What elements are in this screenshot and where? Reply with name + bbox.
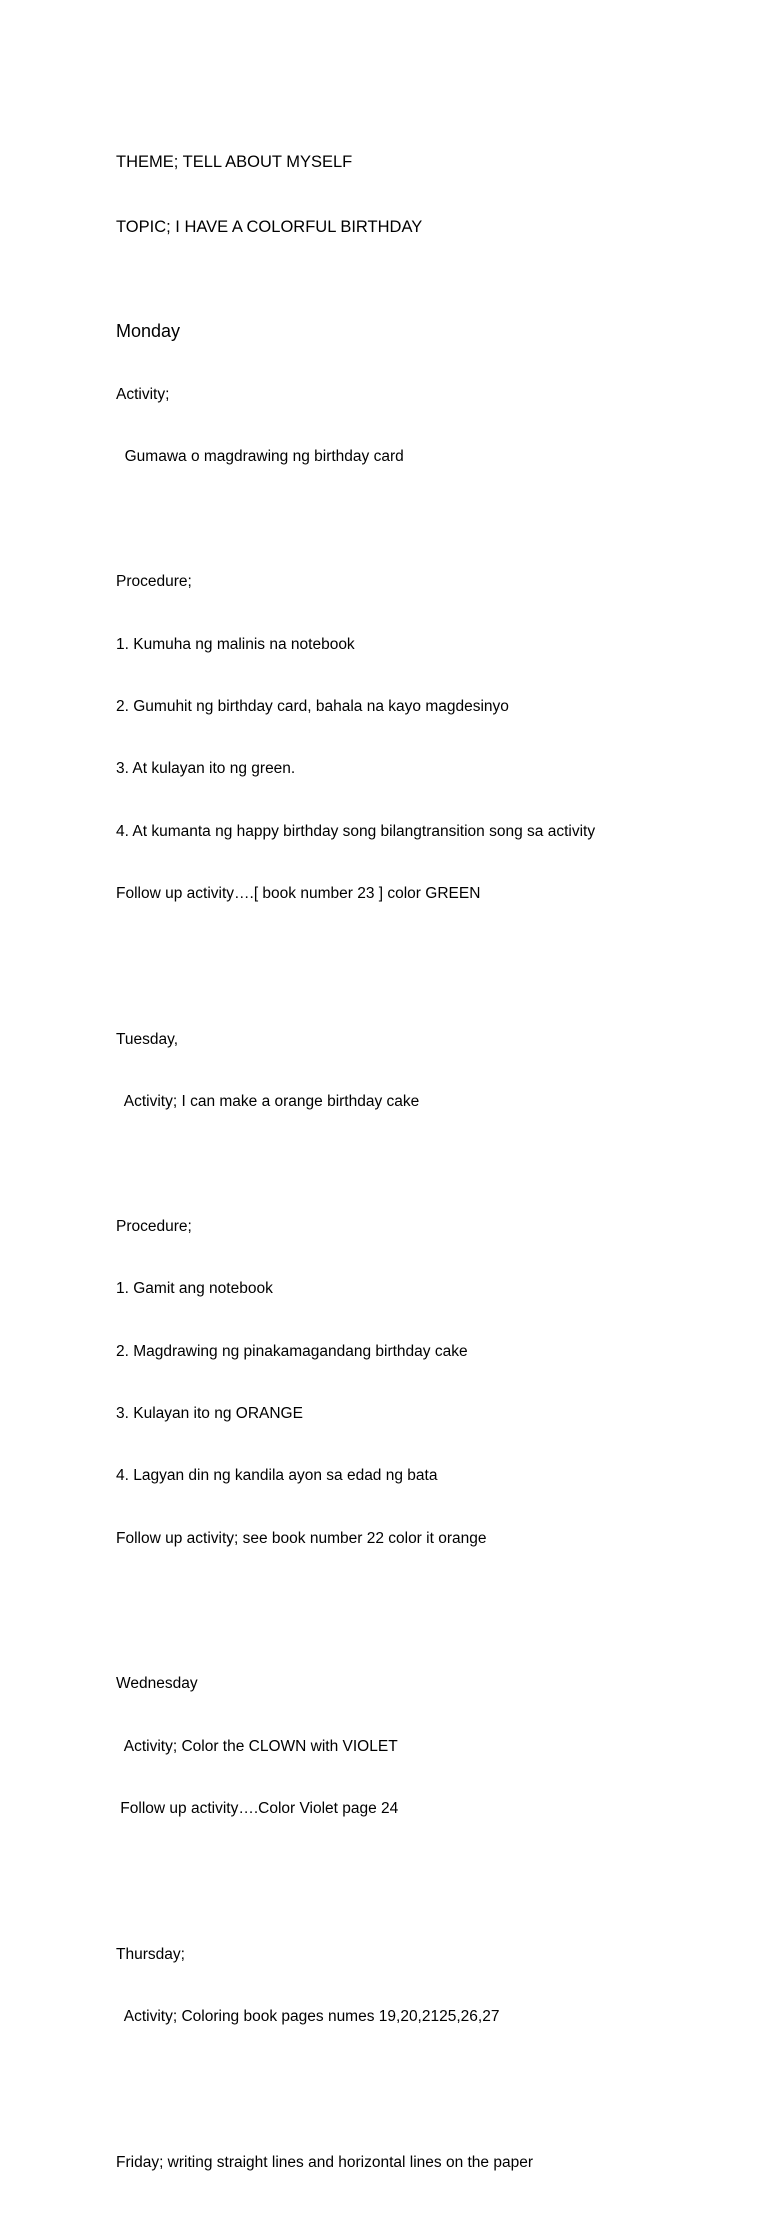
spacer xyxy=(116,510,736,531)
monday-activity-text: Gumawa o magdrawing ng birthday card xyxy=(116,448,404,466)
monday-step-1: 1. Kumuha ng malinis na notebook xyxy=(116,635,355,653)
thursday-activity-text: Activity; Coloring book pages numes 19,20,2125,26,27 xyxy=(116,2008,500,2026)
friday-text: Friday; writing straight lines and horizontal lines on the paper xyxy=(116,2153,534,2171)
wednesday-title: Wednesday xyxy=(116,1675,198,1693)
spacer xyxy=(116,2070,736,2091)
spacer xyxy=(116,1862,736,1883)
monday-follow-up: Follow up activity….[ book number 23 ] color GREEN xyxy=(116,885,481,903)
monday-procedure-label: Procedure; xyxy=(116,573,192,591)
spacer xyxy=(116,1591,736,1612)
topic-heading: TOPIC; I HAVE A COLORFUL BIRTHDAY xyxy=(116,218,423,237)
theme-heading: THEME; TELL ABOUT MYSELF xyxy=(116,153,353,172)
spacer xyxy=(116,1154,736,1175)
monday-step-2: 2. Gumuhit ng birthday card, bahala na kayo magdesinyo xyxy=(116,697,509,715)
wednesday-activity-text: Activity; Color the CLOWN with VIOLET xyxy=(116,1737,398,1755)
monday-step-3: 3. At kulayan ito ng green. xyxy=(116,760,296,778)
thursday-title: Thursday; xyxy=(116,1945,185,1963)
tuesday-step-2: 2. Magdrawing ng pinakamagandang birthday cake xyxy=(116,1342,468,1360)
monday-title: Monday xyxy=(116,321,181,342)
tuesday-follow-up: Follow up activity; see book number 22 color it orange xyxy=(116,1529,487,1547)
tuesday-step-4: 4. Lagyan din ng kandila ayon sa edad ng bata xyxy=(116,1467,438,1485)
document-body xyxy=(116,89,736,2236)
monday-activity-label: Activity; xyxy=(116,385,170,403)
tuesday-step-1: 1. Gamit ang notebook xyxy=(116,1280,273,1298)
spacer xyxy=(116,946,736,967)
tuesday-activity-text: Activity; I can make a orange birthday cake xyxy=(116,1093,420,1111)
tuesday-title: Tuesday, xyxy=(116,1030,179,1048)
tuesday-step-3: 3. Kulayan ito ng ORANGE xyxy=(116,1405,303,1423)
monday-step-4: 4. At kumanta ng happy birthday song bilangtransition song sa activity xyxy=(116,822,596,840)
tuesday-procedure-label: Procedure; xyxy=(116,1217,192,1235)
wednesday-follow-up: Follow up activity….Color Violet page 24 xyxy=(116,1800,399,1818)
